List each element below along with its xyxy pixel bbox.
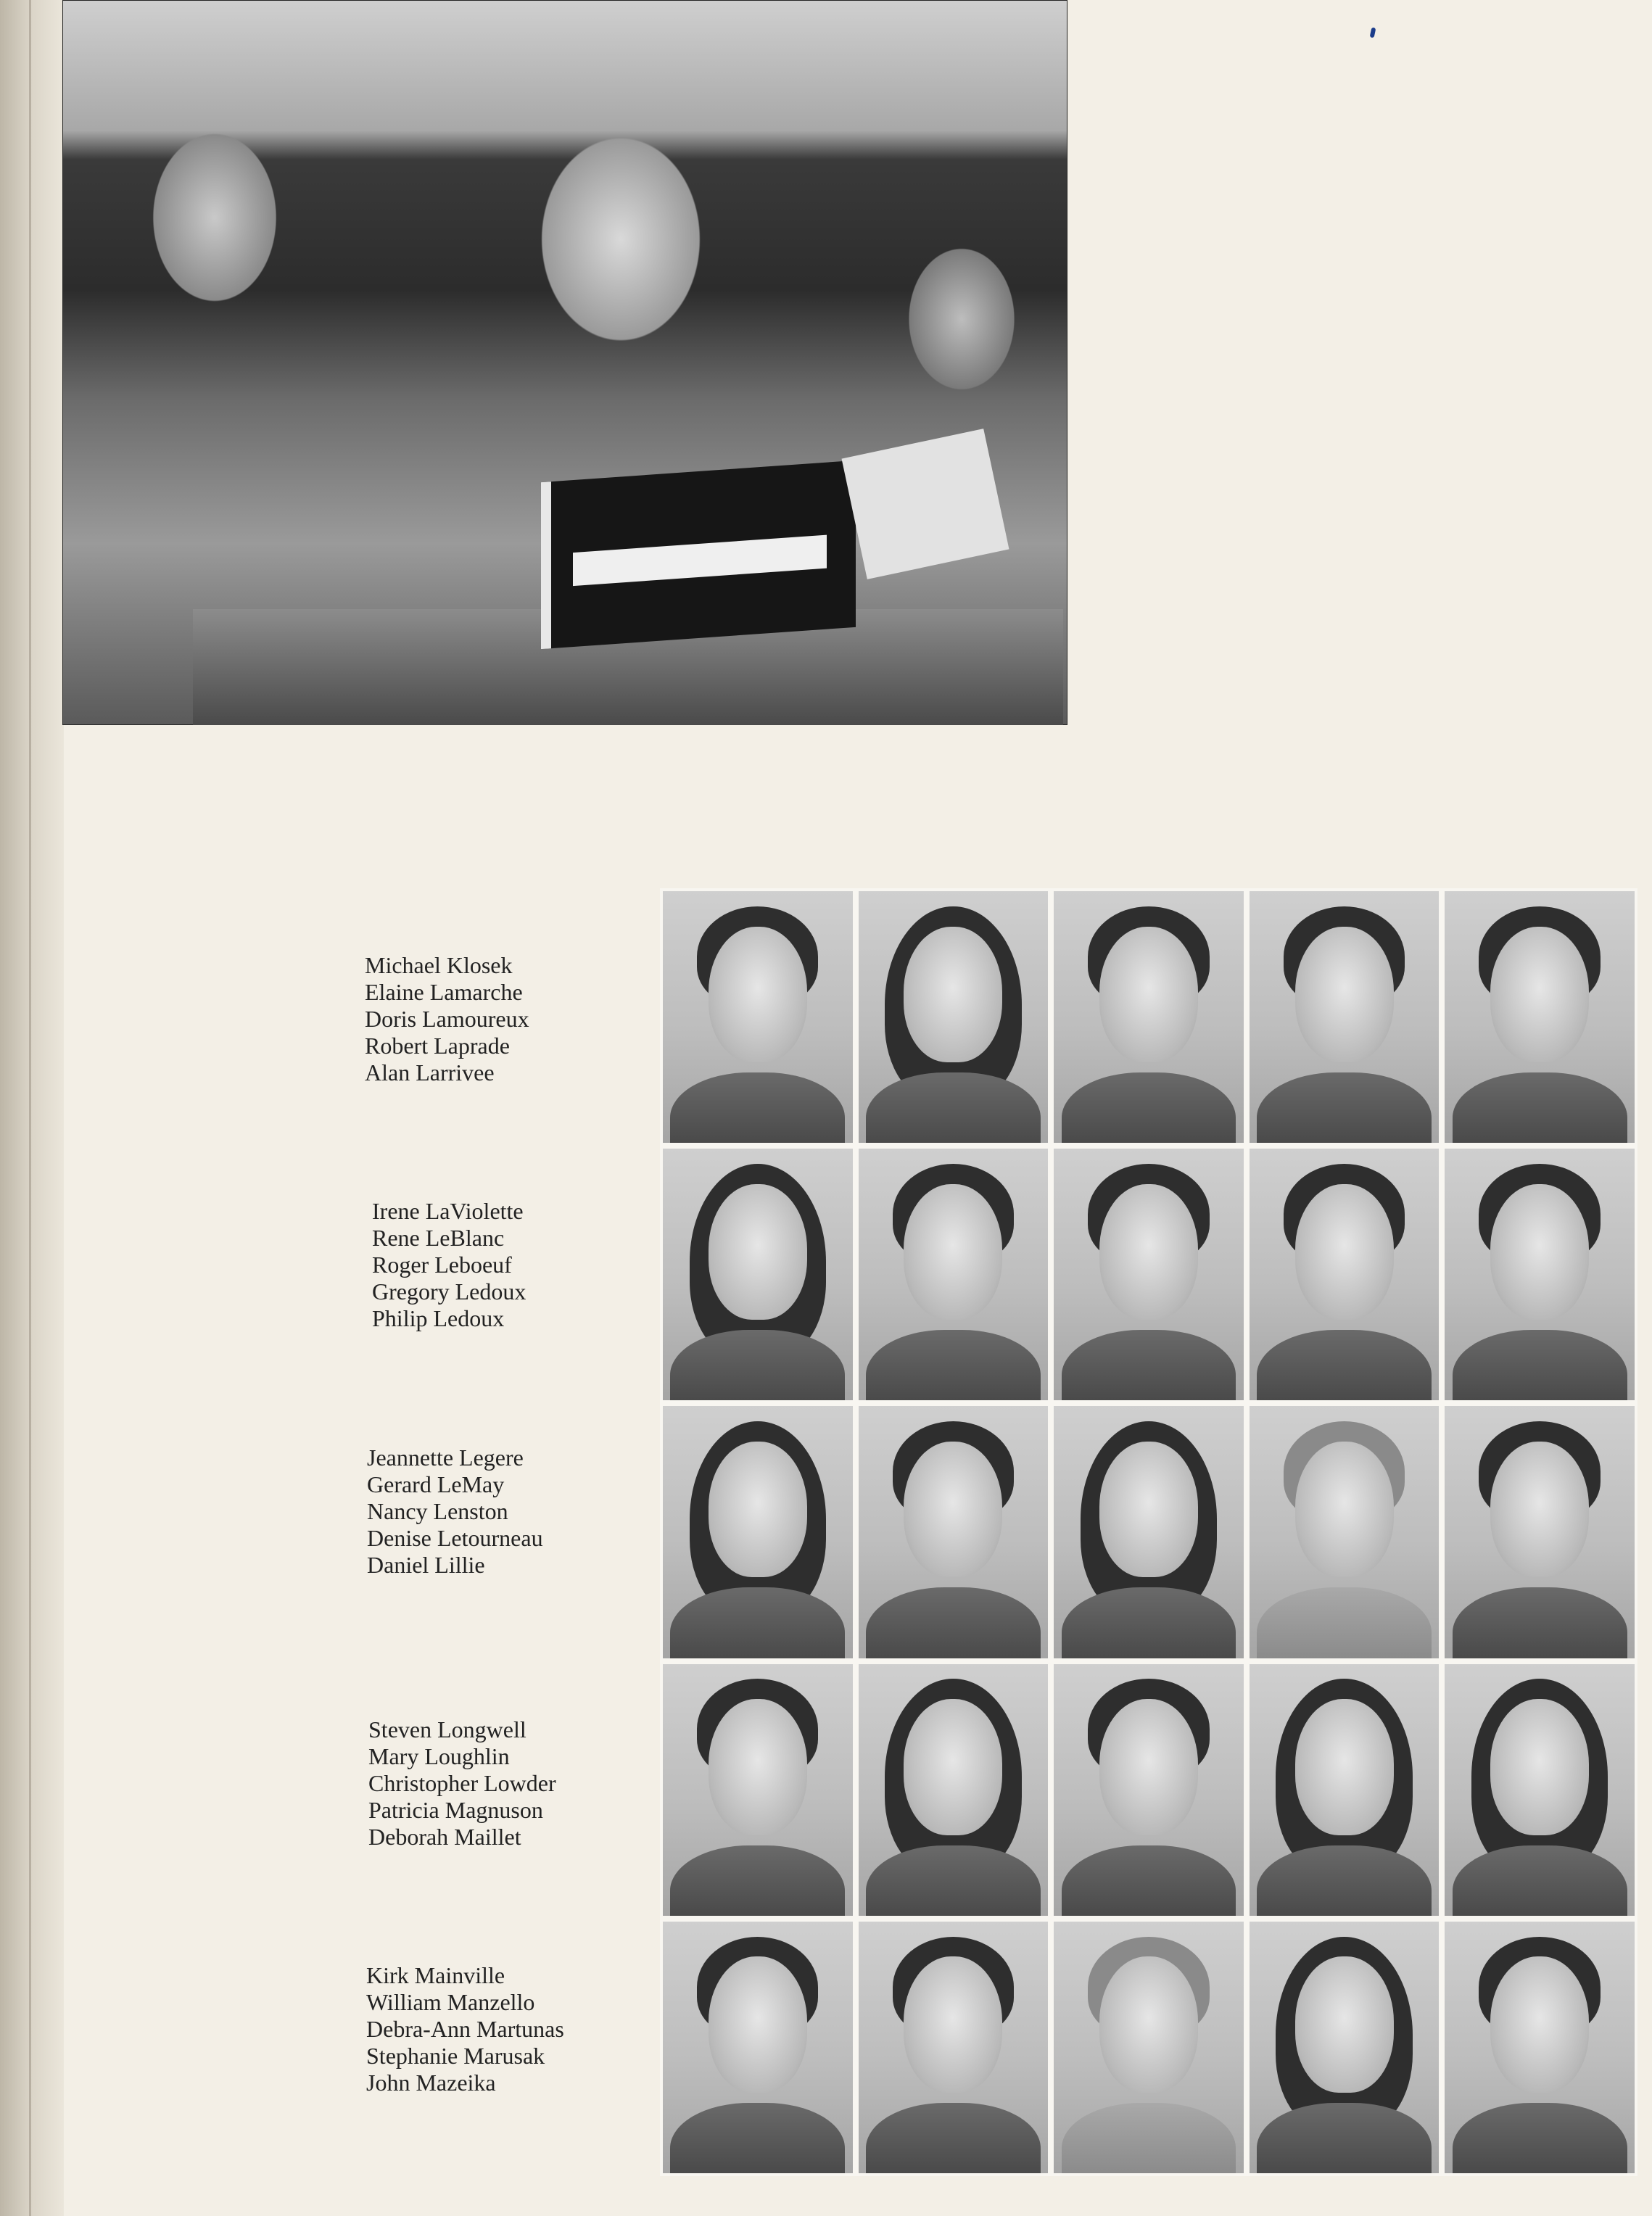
student-name: Debra-Ann Martunas [366, 2016, 564, 2042]
portrait-body [1453, 1587, 1627, 1658]
portrait-body [866, 2103, 1041, 2173]
student-name: Robert Laprade [365, 1033, 510, 1059]
portrait-body [1453, 1072, 1627, 1143]
student-name: William Manzello [366, 1989, 535, 2015]
student-name: Doris Lamoureux [365, 1006, 529, 1032]
portrait-body [1257, 2103, 1432, 2173]
student-portrait [663, 1149, 853, 1400]
paper-shape [842, 429, 1009, 579]
portrait-face [904, 1184, 1002, 1320]
portrait-body [670, 1330, 845, 1400]
portrait-face [1295, 1184, 1394, 1320]
portrait-body [1062, 1330, 1236, 1400]
student-name: Daniel Lillie [367, 1552, 485, 1578]
portrait-body [1062, 1587, 1236, 1658]
portrait-face [1490, 927, 1589, 1062]
portrait-face [1099, 1442, 1198, 1577]
student-portrait [663, 1922, 853, 2173]
portrait-face [1490, 1442, 1589, 1577]
student-name: Rene LeBlanc [372, 1225, 505, 1251]
student-portrait [859, 1406, 1049, 1658]
portrait-face [709, 1956, 807, 2092]
portrait-grid [660, 888, 1637, 2176]
portrait-face [1295, 927, 1394, 1062]
portrait-body [866, 1845, 1041, 1916]
student-portrait [1054, 891, 1244, 1143]
student-name: Alan Larrivee [365, 1059, 495, 1086]
student-name: Steven Longwell [368, 1716, 526, 1742]
portrait-body [1453, 2103, 1627, 2173]
portrait-face [1099, 927, 1198, 1062]
names-block-row-3 [367, 1444, 672, 1579]
student-name: Jeannette Legere [367, 1444, 524, 1471]
portrait-body [1257, 1845, 1432, 1916]
student-portrait [1250, 1149, 1440, 1400]
portrait-body [670, 1845, 845, 1916]
names-block-row-4 [368, 1716, 673, 1851]
student-portrait [1445, 1922, 1635, 2173]
portrait-body [670, 2103, 845, 2173]
student-portrait [859, 1664, 1049, 1916]
student-portrait [663, 1406, 853, 1658]
student-portrait [1445, 1406, 1635, 1658]
portrait-body [1062, 2103, 1236, 2173]
student-portrait [1445, 891, 1635, 1143]
student-portrait [859, 891, 1049, 1143]
student-portrait [859, 1922, 1049, 2173]
student-name: Christopher Lowder [368, 1770, 556, 1796]
student-name: Irene LaViolette [372, 1198, 524, 1224]
student-name: Gregory Ledoux [372, 1278, 526, 1305]
portrait-face [904, 927, 1002, 1062]
portrait-face [709, 1699, 807, 1835]
student-portrait [1054, 1406, 1244, 1658]
student-portrait [1054, 1149, 1244, 1400]
portrait-body [1257, 1330, 1432, 1400]
portrait-body [866, 1587, 1041, 1658]
student-name: Gerard LeMay [367, 1471, 505, 1497]
student-name: Mary Loughlin [368, 1743, 510, 1769]
portrait-face [904, 1442, 1002, 1577]
student-portrait [1250, 1664, 1440, 1916]
portrait-body [1062, 1072, 1236, 1143]
portrait-body [1257, 1587, 1432, 1658]
portrait-face [1490, 1699, 1589, 1835]
portrait-face [1295, 1956, 1394, 2092]
student-name: Nancy Lenston [367, 1498, 508, 1524]
portrait-face [1099, 1184, 1198, 1320]
student-name: Roger Leboeuf [372, 1252, 512, 1278]
student-portrait [1445, 1149, 1635, 1400]
booklet-shape [541, 460, 856, 649]
portrait-face [709, 1442, 807, 1577]
student-name: Kirk Mainville [366, 1962, 505, 1988]
portrait-face [709, 927, 807, 1062]
page-binding-edge [0, 0, 64, 2216]
portrait-face [904, 1956, 1002, 2092]
portrait-face [1295, 1699, 1394, 1835]
portrait-face [709, 1184, 807, 1320]
student-name: Patricia Magnuson [368, 1797, 543, 1823]
student-portrait [1054, 1922, 1244, 2173]
portrait-body [670, 1587, 845, 1658]
student-name: Denise Letourneau [367, 1525, 543, 1551]
student-name: Stephanie Marusak [366, 2043, 545, 2069]
names-block-row-1 [365, 952, 669, 1086]
student-name: Elaine Lamarche [365, 979, 523, 1005]
student-portrait [663, 1664, 853, 1916]
student-portrait [1250, 1922, 1440, 2173]
portrait-body [866, 1072, 1041, 1143]
student-name: Philip Ledoux [372, 1305, 505, 1331]
portrait-body [866, 1330, 1041, 1400]
student-name: Deborah Maillet [368, 1824, 521, 1850]
portrait-body [1062, 1845, 1236, 1916]
classroom-photo [62, 0, 1067, 725]
portrait-body [1453, 1845, 1627, 1916]
portrait-body [1453, 1330, 1627, 1400]
portrait-face [1295, 1442, 1394, 1577]
student-name: John Mazeika [366, 2070, 496, 2096]
portrait-face [1490, 1956, 1589, 2092]
portrait-face [1099, 1956, 1198, 2092]
student-portrait [1054, 1664, 1244, 1916]
portrait-face [904, 1699, 1002, 1835]
ink-mark [1370, 28, 1376, 38]
student-portrait [1250, 891, 1440, 1143]
student-portrait [663, 891, 853, 1143]
portrait-body [1257, 1072, 1432, 1143]
names-block-row-5 [366, 1962, 671, 2096]
portrait-face [1490, 1184, 1589, 1320]
student-portrait [1445, 1664, 1635, 1916]
portrait-face [1099, 1699, 1198, 1835]
student-portrait [1250, 1406, 1440, 1658]
names-block-row-2 [372, 1198, 677, 1332]
portrait-body [670, 1072, 845, 1143]
student-portrait [859, 1149, 1049, 1400]
student-name: Michael Klosek [365, 952, 513, 978]
